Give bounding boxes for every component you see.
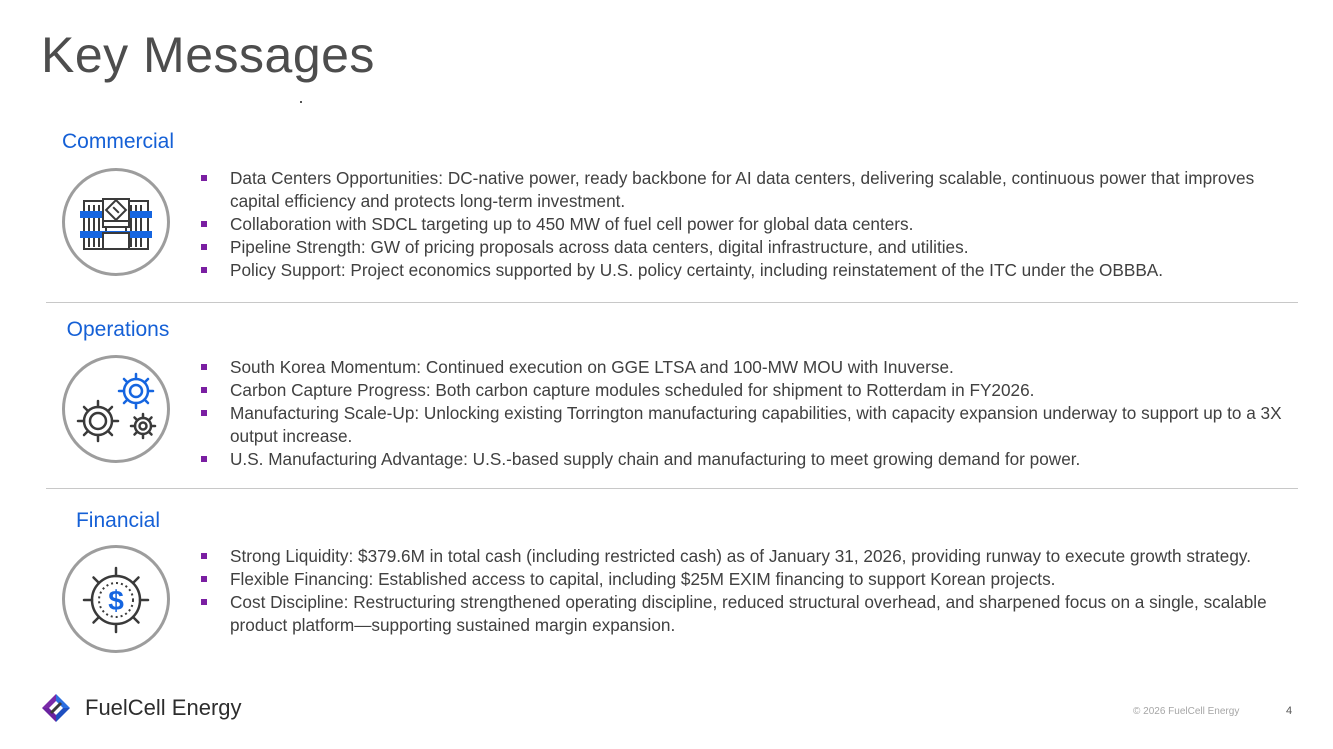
page-title: Key Messages <box>41 27 375 83</box>
copyright-text: © 2026 FuelCell Energy <box>1133 706 1240 717</box>
commercial-bullet-list <box>201 167 1291 282</box>
fuelcell-logo-icon <box>40 692 72 724</box>
list-item: South Korea Momentum: Continued execution on GGE LTSA and 100-MW MOU with Inuverse. <box>201 356 1291 379</box>
list-item: Policy Support: Project economics supported by U.S. policy certainty, including reinstatement of the ITC under the OBBBA. <box>201 259 1291 282</box>
svg-text:$: $ <box>108 585 124 616</box>
brand-name: FuelCell Energy <box>85 695 242 720</box>
data-center-server-icon <box>62 168 170 276</box>
list-item: Data Centers Opportunities: DC-native power, ready backbone for AI data centers, delivering scalable, continuous power that improves capital efficiency and protects long-term investment. <box>201 167 1291 213</box>
stray-dot <box>300 101 302 103</box>
section-label-commercial: Commercial <box>61 130 174 153</box>
list-item: Collaboration with SDCL targeting up to 450 MW of fuel cell power for global data centers. <box>201 213 1291 236</box>
list-item: Strong Liquidity: $379.6M in total cash (including restricted cash) as of January 31, 2026, providing runway to execute growth strategy. <box>201 545 1291 568</box>
list-item: Manufacturing Scale-Up: Unlocking existing Torrington manufacturing capabilities, with capacity expansion underway to support up to a 3X output increase. <box>201 402 1291 448</box>
list-item: Pipeline Strength: GW of pricing proposals across data centers, digital infrastructure, and utilities. <box>201 236 1291 259</box>
list-item: Carbon Capture Progress: Both carbon capture modules scheduled for shipment to Rotterdam in FY2026. <box>201 379 1291 402</box>
financial-bullet-list <box>201 545 1291 637</box>
fuelcell-logo <box>40 692 242 724</box>
section-label-operations: Operations <box>66 318 170 341</box>
dollar-gear-icon <box>62 545 170 653</box>
section-divider <box>46 302 1298 303</box>
gears-icon <box>62 355 170 463</box>
section-label-financial: Financial <box>75 509 161 532</box>
list-item: U.S. Manufacturing Advantage: U.S.-based supply chain and manufacturing to meet growing demand for power. <box>201 448 1291 471</box>
list-item: Cost Discipline: Restructuring strengthened operating discipline, reduced structural overhead, and sharpened focus on a single, scalable product platform—supporting sustained margin expansion. <box>201 591 1291 637</box>
list-item: Flexible Financing: Established access to capital, including $25M EXIM financing to support Korean projects. <box>201 568 1291 591</box>
operations-bullet-list <box>201 356 1291 471</box>
page-number: 4 <box>1286 705 1293 717</box>
section-divider <box>46 488 1298 489</box>
